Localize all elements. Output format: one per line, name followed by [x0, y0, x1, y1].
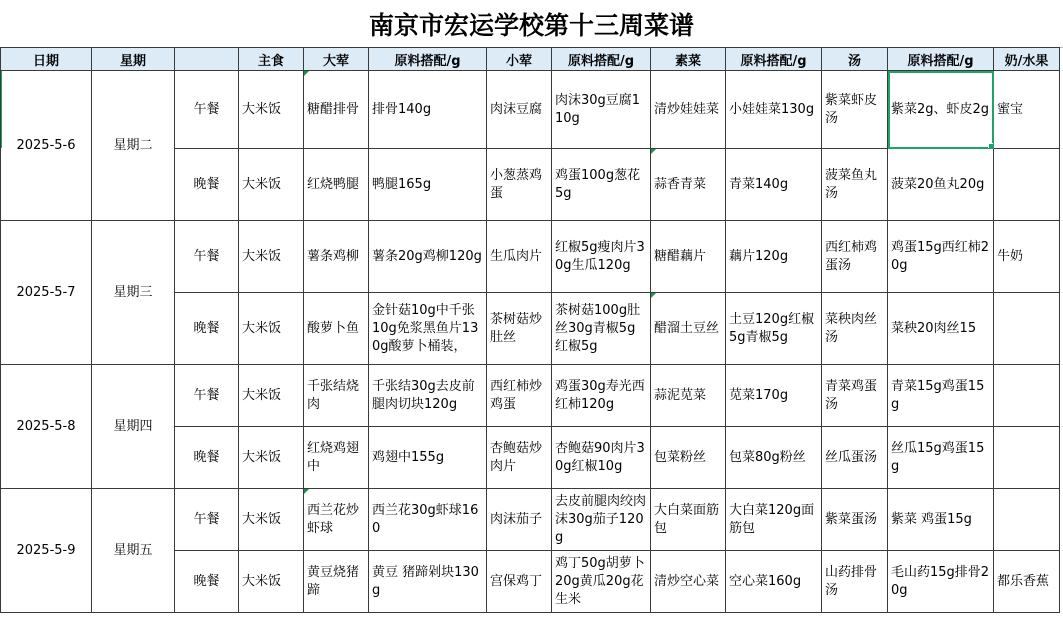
main-meat-ingredients-cell[interactable]: 千张结30g去皮前腿肉切块120g — [369, 365, 487, 427]
minor-meat-ingredients-cell[interactable]: 杏鲍菇90肉片30g红椒10g — [552, 427, 651, 489]
soup-cell[interactable]: 紫菜虾皮汤 — [822, 71, 888, 149]
vegetable-ingredients-cell[interactable]: 苋菜170g — [726, 365, 822, 427]
minor-meat-cell[interactable]: 肉沫豆腐 — [487, 71, 552, 149]
minor-meat-ingredients-cell[interactable]: 茶树菇100g肚丝30g青椒5g红椒5g — [552, 293, 651, 365]
menu-table — [0, 47, 1060, 613]
vegetable-ingredients-cell[interactable]: 大白菜120g面筋包 — [726, 489, 822, 551]
vegetable-ingredients-cell[interactable]: 土豆120g红椒5g青椒5g — [726, 293, 822, 365]
menu-title: 南京市宏运学校第十三周菜谱 — [368, 10, 694, 40]
staple-cell[interactable]: 大米饭 — [239, 71, 304, 149]
header-row — [1, 48, 1060, 71]
meal-cell[interactable]: 午餐 — [175, 221, 239, 293]
soup-cell[interactable]: 菠菜鱼丸汤 — [822, 149, 888, 221]
header-vegetable-ingredients[interactable]: 原料搭配/g — [726, 48, 822, 71]
main-meat-ingredients-cell[interactable]: 黄豆 猪蹄剁块130g — [369, 551, 487, 613]
main-meat-cell[interactable]: 酸萝卜鱼 — [304, 293, 369, 365]
fruit-cell[interactable] — [994, 293, 1060, 365]
vegetable-cell[interactable]: 大白菜面筋包 — [651, 489, 726, 551]
main-meat-cell[interactable]: 红烧鸭腿 — [304, 149, 369, 221]
header-soup-ingredients[interactable]: 原料搭配/g — [888, 48, 994, 71]
main-meat-ingredients-cell[interactable]: 薯条20g鸡柳120g — [369, 221, 487, 293]
header-minor-meat[interactable]: 小荤 — [487, 48, 552, 71]
staple-cell[interactable]: 大米饭 — [239, 427, 304, 489]
date-cell[interactable]: 2025-5-7 — [1, 221, 92, 365]
soup-cell[interactable]: 青菜鸡蛋汤 — [822, 365, 888, 427]
main-meat-ingredients-cell[interactable]: 鸭腿165g — [369, 149, 487, 221]
vegetable-cell[interactable]: 清炒空心菜 — [651, 551, 726, 613]
staple-cell[interactable]: 大米饭 — [239, 149, 304, 221]
vegetable-cell[interactable]: 包菜粉丝 — [651, 427, 726, 489]
meal-cell[interactable]: 晚餐 — [175, 293, 239, 365]
fruit-cell[interactable]: 牛奶 — [994, 221, 1060, 293]
soup-ingredients-cell[interactable]: 菜秧20肉丝15 — [888, 293, 994, 365]
soup-cell[interactable]: 丝瓜蛋汤 — [822, 427, 888, 489]
minor-meat-cell[interactable]: 肉沫茄子 — [487, 489, 552, 551]
fruit-cell[interactable]: 蜜宝 — [994, 71, 1060, 149]
meal-cell[interactable]: 晚餐 — [175, 551, 239, 613]
staple-cell[interactable]: 大米饭 — [239, 489, 304, 551]
vegetable-cell[interactable]: 醋溜土豆丝 — [651, 293, 726, 365]
soup-cell[interactable]: 西红柿鸡蛋汤 — [822, 221, 888, 293]
date-cell[interactable]: 2025-5-6 — [1, 71, 92, 221]
meal-cell[interactable]: 午餐 — [175, 489, 239, 551]
weekday-cell[interactable]: 星期四 — [92, 365, 175, 489]
soup-ingredients-cell-selected[interactable]: 紫菜2g、虾皮2g — [888, 71, 994, 149]
soup-cell[interactable]: 菜秧肉丝汤 — [822, 293, 888, 365]
fruit-cell[interactable] — [994, 365, 1060, 427]
minor-meat-ingredients-cell[interactable]: 红椒5g瘦肉片30g生瓜120g — [552, 221, 651, 293]
meal-cell[interactable]: 午餐 — [175, 71, 239, 149]
table-row — [1, 365, 1060, 427]
main-meat-cell[interactable]: 西兰花炒虾球 — [304, 489, 369, 551]
main-meat-cell[interactable]: 红烧鸡翅中 — [304, 427, 369, 489]
staple-cell[interactable]: 大米饭 — [239, 293, 304, 365]
main-meat-cell[interactable]: 千张结烧肉 — [304, 365, 369, 427]
soup-cell[interactable]: 山药排骨汤 — [822, 551, 888, 613]
main-meat-cell[interactable]: 糖醋排骨 — [304, 71, 369, 149]
weekday-cell[interactable]: 星期二 — [92, 71, 175, 221]
main-meat-ingredients-cell[interactable] — [369, 293, 487, 365]
main-meat-ingredients-text: 金针菇10g中千张10g免浆黑鱼片130g酸萝卜桶装， — [372, 302, 479, 354]
minor-meat-ingredients-text: 鸡丁50g胡萝卜20g黄瓜20g花生米 — [555, 555, 645, 607]
fruit-cell[interactable] — [994, 149, 1060, 221]
meal-cell[interactable]: 晚餐 — [175, 427, 239, 489]
soup-ingredients-cell[interactable]: 青菜15g鸡蛋15g — [888, 365, 994, 427]
header-main-meat-ingredients[interactable]: 原料搭配/g — [369, 48, 487, 71]
minor-meat-ingredients-cell[interactable]: 去皮前腿肉绞肉沫30g茄子120g — [552, 489, 651, 551]
soup-cell[interactable]: 紫菜蛋汤 — [822, 489, 888, 551]
header-vegetable[interactable]: 素菜 — [651, 48, 726, 71]
staple-cell[interactable]: 大米饭 — [239, 221, 304, 293]
soup-ingredients-cell[interactable]: 鸡蛋15g西红柿20g — [888, 221, 994, 293]
minor-meat-cell[interactable]: 生瓜肉片 — [487, 221, 552, 293]
soup-ingredients-cell[interactable]: 紫菜 鸡蛋15g — [888, 489, 994, 551]
staple-cell[interactable]: 大米饭 — [239, 551, 304, 613]
table-row — [1, 71, 1060, 149]
main-meat-ingredients-cell[interactable]: 西兰花30g虾球160 — [369, 489, 487, 551]
vegetable-ingredients-cell[interactable]: 包菜80g粉丝 — [726, 427, 822, 489]
minor-meat-ingredients-cell[interactable]: 鸡蛋100g葱花5g — [552, 149, 651, 221]
fruit-cell[interactable] — [994, 427, 1060, 489]
header-main-meat[interactable]: 大荤 — [304, 48, 369, 71]
vegetable-cell[interactable]: 蒜香青菜 — [651, 149, 726, 221]
table-row — [1, 489, 1060, 551]
main-meat-cell[interactable]: 薯条鸡柳 — [304, 221, 369, 293]
minor-meat-cell[interactable]: 西红柿炒鸡蛋 — [487, 365, 552, 427]
vegetable-cell[interactable]: 清炒娃娃菜 — [651, 71, 726, 149]
minor-meat-cell[interactable]: 杏鲍菇炒肉片 — [487, 427, 552, 489]
vegetable-cell[interactable]: 蒜泥苋菜 — [651, 365, 726, 427]
header-staple[interactable]: 主食 — [239, 48, 304, 71]
header-soup[interactable]: 汤 — [822, 48, 888, 71]
soup-ingredients-cell[interactable]: 菠菜20鱼丸20g — [888, 149, 994, 221]
date-cell[interactable]: 2025-5-9 — [1, 489, 92, 613]
staple-cell[interactable]: 大米饭 — [239, 365, 304, 427]
weekday-cell[interactable]: 星期三 — [92, 221, 175, 365]
minor-meat-ingredients-cell[interactable] — [552, 551, 651, 613]
header-meal[interactable] — [175, 48, 239, 71]
minor-meat-cell[interactable]: 小葱蒸鸡蛋 — [487, 149, 552, 221]
main-meat-ingredients-cell[interactable]: 排骨140g — [369, 71, 487, 149]
main-meat-ingredients-cell[interactable]: 鸡翅中155g — [369, 427, 487, 489]
vegetable-cell[interactable]: 糖醋藕片 — [651, 221, 726, 293]
minor-meat-cell[interactable]: 茶树菇炒肚丝 — [487, 293, 552, 365]
fruit-cell[interactable] — [994, 489, 1060, 551]
header-milk-fruit[interactable]: 奶/水果 — [994, 48, 1060, 71]
meal-cell[interactable]: 晚餐 — [175, 149, 239, 221]
date-cell[interactable]: 2025-5-8 — [1, 365, 92, 489]
fruit-cell[interactable]: 都乐香蕉 — [994, 551, 1060, 613]
vegetable-ingredients-cell[interactable]: 青菜140g — [726, 149, 822, 221]
vegetable-ingredients-cell[interactable]: 小娃娃菜130g — [726, 71, 822, 149]
header-weekday[interactable]: 星期 — [92, 48, 175, 71]
main-meat-cell[interactable]: 黄豆烧猪蹄 — [304, 551, 369, 613]
minor-meat-ingredients-cell[interactable]: 肉沫30g豆腐110g — [552, 71, 651, 149]
soup-ingredients-cell[interactable]: 毛山药15g排骨20g — [888, 551, 994, 613]
minor-meat-ingredients-cell[interactable]: 鸡蛋30g寿光西红柿120g — [552, 365, 651, 427]
table-row — [1, 221, 1060, 293]
header-date[interactable]: 日期 — [1, 48, 92, 71]
weekday-cell[interactable]: 星期五 — [92, 489, 175, 613]
vegetable-ingredients-cell[interactable]: 藕片120g — [726, 221, 822, 293]
soup-ingredients-cell[interactable]: 丝瓜15g鸡蛋15g — [888, 427, 994, 489]
minor-meat-cell[interactable]: 宫保鸡丁 — [487, 551, 552, 613]
vegetable-ingredients-cell[interactable]: 空心菜160g — [726, 551, 822, 613]
header-minor-meat-ingredients[interactable]: 原料搭配/g — [552, 48, 651, 71]
meal-cell[interactable]: 午餐 — [175, 365, 239, 427]
